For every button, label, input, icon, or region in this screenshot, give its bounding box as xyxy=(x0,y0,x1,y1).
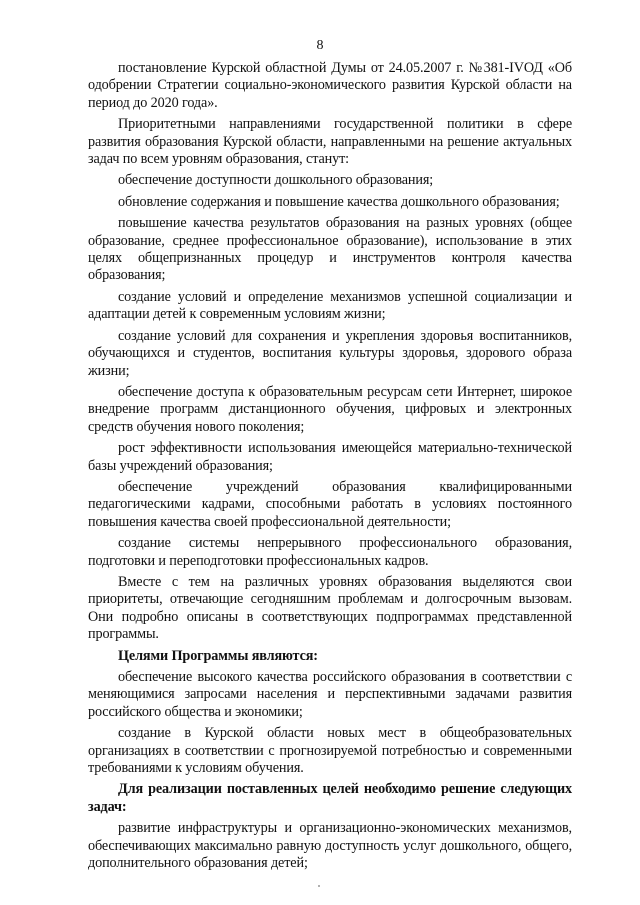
list-item: обеспечение доступности дошкольного образования; xyxy=(118,172,434,189)
list-item: обеспечение доступа к образовательным ресурсам сети Интернет, широкое внедрение программ дистанционного обучения, цифровых и электронных средств обучения нового поколения; xyxy=(88,383,572,435)
paragraph-priorities-note: Вместе с тем на различных уровнях образования выделяются свои приоритеты, отвечающие сегодняшним проблемам и долгосрочным вызовам. Они подробно описаны в соответствующих подпрограммах представленной программы. xyxy=(88,573,572,643)
goals-heading: Целями Программы являются: xyxy=(118,647,318,664)
scan-speck xyxy=(318,885,320,887)
document-body xyxy=(88,60,572,876)
paragraph-priorities-intro: Приоритетными направлениями государственной политики в сфере развития образования Курской области, направленными на решение актуальных задач по всем уровням образования, станут: xyxy=(88,116,572,168)
goal-item: обеспечение высокого качества российского образования в соответствии с меняющимися запросами населения и перспективными задачами развития российского общества и экономики; xyxy=(88,669,572,720)
paragraph-resolution: постановление Курской областной Думы от 24.05.2007 г. №381-IVОД «Об одобрении Стратегии социально-экономического развития Курской области на период до 2020 года». xyxy=(88,60,572,111)
list-item: рост эффективности использования имеющейся материально-технической базы учреждений образования; xyxy=(88,440,572,474)
list-item: создание условий для сохранения и укрепления здоровья воспитанников, обучающихся и студентов, воспитания культуры здоровья, здорового образа жизни; xyxy=(88,327,572,379)
list-item: создание условий и определение механизмов успешной социализации и адаптации детей к современным условиям жизни; xyxy=(88,288,572,323)
list-item: повышение качества результатов образования на разных уровнях (общее образование, среднее профессиональное образование), использование в этих целях общепризнанных процедур и инструментов контроля качества образования; xyxy=(88,215,572,284)
list-item: обеспечение учреждений образования квалифицированными педагогическими кадрами, способными работать в условиях постоянного повышения качества своей профессиональной деятельности; xyxy=(88,478,572,530)
goal-item: создание в Курской области новых мест в общеобразовательных организациях в соответствии с прогнозируемой потребностью и современными требованиями к условиям обучения. xyxy=(88,725,572,777)
list-item: создание системы непрерывного профессионального образования, подготовки и переподготовки профессиональных кадров. xyxy=(88,535,572,569)
tasks-heading: Для реализации поставленных целей необходимо решение следующих задач: xyxy=(88,781,572,815)
list-item: обновление содержания и повышение качества дошкольного образования; xyxy=(118,193,560,210)
page-number: 8 xyxy=(316,38,324,53)
task-item: развитие инфраструктуры и организационно-экономических механизмов, обеспечивающих максимально равную доступность услуг дошкольного, общего, дополнительного образования детей; xyxy=(88,820,572,872)
